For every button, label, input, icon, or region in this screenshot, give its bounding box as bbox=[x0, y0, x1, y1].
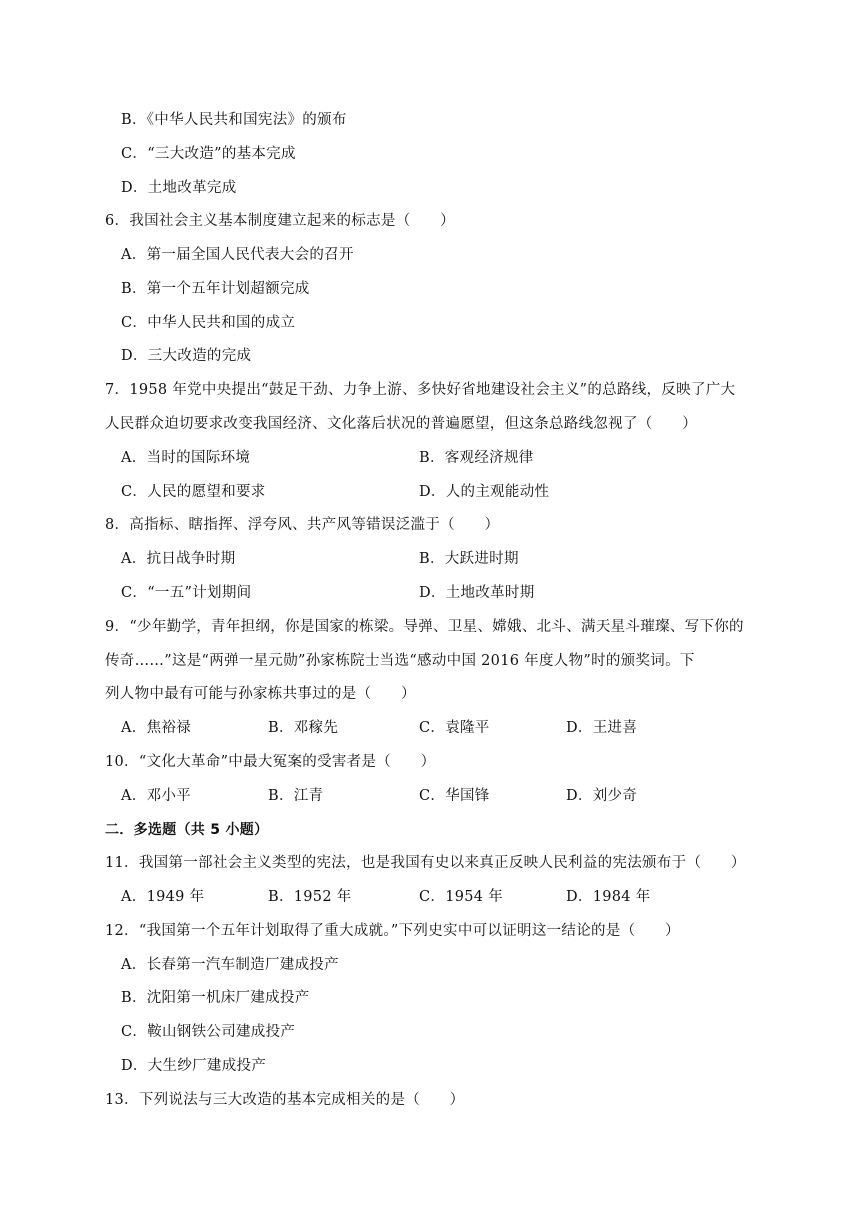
q12-option-b[interactable]: B．沈阳第一机床厂建成投产 bbox=[121, 990, 310, 1006]
q8-option-c[interactable]: C．“一五”计划期间 bbox=[121, 585, 252, 601]
q6-option-b[interactable]: B．第一个五年计划超额完成 bbox=[121, 281, 310, 297]
q13-stem: 13．下列说法与三大改造的基本完成相关的是（ ） bbox=[105, 1092, 465, 1108]
q9-stem-line3: 列人物中最有可能与孙家栋共事过的是（ ） bbox=[105, 686, 416, 702]
q5-option-b[interactable]: B．《中华人民共和国宪法》的颁布 bbox=[121, 112, 347, 128]
q8-option-b[interactable]: B．大跃进时期 bbox=[419, 551, 519, 567]
q12-option-c[interactable]: C．鞍山钢铁公司建成投产 bbox=[121, 1024, 296, 1040]
q9-option-a[interactable]: A．焦裕禄 bbox=[121, 720, 191, 736]
q7-stem-line2: 人民群众迫切要求改变我国经济、文化落后状况的普遍愿望，但这条总路线忽视了（ ） bbox=[105, 416, 697, 432]
q8-option-a[interactable]: A．抗日战争时期 bbox=[121, 551, 236, 567]
q7-option-d[interactable]: D．人的主观能动性 bbox=[419, 484, 550, 500]
q10-option-d[interactable]: D．刘少奇 bbox=[566, 788, 638, 804]
section-heading-multiple-choice: 二．多选题（共 5 小题） bbox=[105, 822, 269, 838]
q10-option-a[interactable]: A．邓小平 bbox=[121, 788, 191, 804]
q7-stem-line1: 7．1958 年党中央提出“鼓足干劲、力争上游、多快好省地建设社会主义”的总路线，反映了广大 bbox=[105, 382, 736, 398]
q10-stem: 10．“文化大革命”中最大冤案的受害者是（ ） bbox=[105, 754, 436, 770]
q11-stem: 11．我国第一部社会主义类型的宪法，也是我国有史以来真正反映人民利益的宪法颁布于（ ） bbox=[105, 855, 746, 871]
q11-option-a[interactable]: A．1949 年 bbox=[121, 889, 205, 905]
q6-option-d[interactable]: D．三大改造的完成 bbox=[121, 348, 252, 364]
q8-stem: 8．高指标、瞎指挥、浮夸风、共产风等错误泛滥于（ ） bbox=[105, 517, 500, 533]
q9-option-c[interactable]: C．袁隆平 bbox=[419, 720, 490, 736]
q10-option-b[interactable]: B．江青 bbox=[268, 788, 324, 804]
q10-option-c[interactable]: C．华国锋 bbox=[419, 788, 490, 804]
q6-option-a[interactable]: A．第一届全国人民代表大会的召开 bbox=[121, 247, 354, 263]
q11-option-d[interactable]: D．1984 年 bbox=[566, 889, 651, 905]
q11-option-c[interactable]: C．1954 年 bbox=[419, 889, 504, 905]
q12-option-d[interactable]: D．大生纱厂建成投产 bbox=[121, 1058, 267, 1074]
q9-stem-line2: 传奇……”这是“两弹一星元勋”孙家栋院士当选“感动中国 2016 年度人物”时的颁奖词。下 bbox=[105, 653, 695, 669]
q8-option-d[interactable]: D．土地改革时期 bbox=[419, 585, 535, 601]
q6-option-c[interactable]: C．中华人民共和国的成立 bbox=[121, 315, 296, 331]
q9-stem-line1: 9．“少年勤学，青年担纲，你是国家的栋梁。导弹、卫星、嫦娥、北斗、满天星斗璀璨、写下你的 bbox=[105, 619, 744, 635]
q12-option-a[interactable]: A．长春第一汽车制造厂建成投产 bbox=[121, 957, 339, 973]
q7-option-b[interactable]: B．客观经济规律 bbox=[419, 450, 534, 466]
q5-option-c[interactable]: C．“三大改造”的基本完成 bbox=[121, 146, 296, 162]
q9-option-b[interactable]: B．邓稼先 bbox=[268, 720, 339, 736]
q5-option-d[interactable]: D．土地改革完成 bbox=[121, 180, 237, 196]
q6-stem: 6．我国社会主义基本制度建立起来的标志是（ ） bbox=[105, 213, 455, 229]
q12-stem: 12．“我国第一个五年计划取得了重大成就。”下列史实中可以证明这一结论的是（ ） bbox=[105, 923, 680, 939]
q7-option-a[interactable]: A．当时的国际环境 bbox=[121, 450, 251, 466]
q7-option-c[interactable]: C．人民的愿望和要求 bbox=[121, 484, 266, 500]
q11-option-b[interactable]: B．1952 年 bbox=[268, 889, 352, 905]
q9-option-d[interactable]: D．王进喜 bbox=[566, 720, 638, 736]
